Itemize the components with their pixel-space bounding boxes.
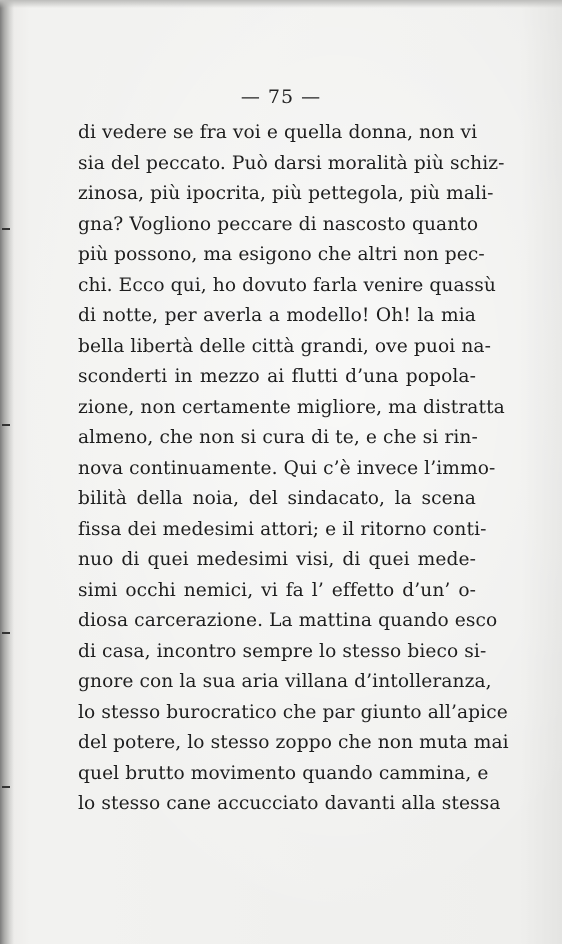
margin-mark (2, 786, 10, 788)
text-line: di vedere se fra voi e quella donna, non vi (78, 122, 478, 143)
text-line: gnore con la sua aria villana d’intolleranza, (78, 671, 492, 692)
body-text (78, 118, 509, 820)
text-line: bilità della noia, del sindacato, la scena (78, 488, 476, 509)
text-line: gna? Vogliono peccare di nascosto quanto (78, 213, 479, 235)
text-line: del potere, lo stesso zoppo che non muta mai (78, 732, 509, 753)
text-line: di notte, per averla a modello! Oh! la mia (78, 305, 476, 326)
spine-shadow (0, 0, 14, 944)
text-line: simi occhi nemici, vi fa l’ effetto d’un’ o- (78, 579, 476, 601)
text-line: chi. Ecco qui, ho dovuto farla venire quassù (78, 274, 496, 296)
text-line: di casa, incontro sempre lo stesso bieco si- (78, 640, 487, 662)
text-line: zinosa, più ipocrita, più pettegola, più mali- (78, 183, 494, 204)
text-line: fissa dei medesimi attori; e il ritorno conti- (78, 518, 487, 540)
text-line: lo stesso cane accucciato davanti alla stessa (78, 793, 501, 814)
text-line: più possono, ma esigono che altri non pec- (78, 244, 485, 265)
margin-mark (2, 228, 10, 230)
text-line: lo stesso burocratico che par giunto all’apice (78, 701, 508, 723)
text-line: nova continuamente. Qui c’è invece l’immo- (78, 457, 496, 479)
text-line: sia del peccato. Può darsi moralità più schiz- (78, 152, 505, 174)
text-line: nuo di quei medesimi visi, di quei mede- (78, 549, 476, 570)
text-line: zione, non certamente migliore, ma distratta (78, 396, 505, 418)
text-line: quel brutto movimento quando cammina, e (78, 762, 489, 784)
text-line: almeno, che non si cura di te, e che si rin- (78, 427, 478, 448)
page-number: — 75 — (240, 86, 322, 108)
margin-mark (2, 632, 10, 634)
text-line: bella libertà delle città grandi, ove puoi na- (78, 335, 491, 357)
text-line: sconderti in mezzo ai flutti d’una popola- (78, 366, 476, 387)
text-line: diosa carcerazione. La mattina quando esco (78, 610, 498, 631)
margin-mark (2, 424, 10, 426)
page-top-edge (0, 0, 562, 8)
